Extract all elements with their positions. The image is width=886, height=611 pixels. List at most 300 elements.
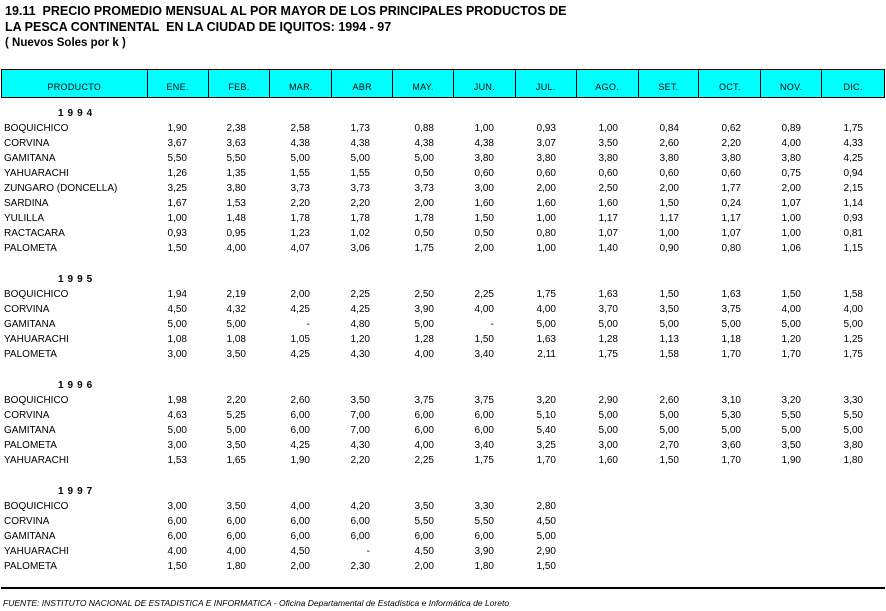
price-cell: 1,07 — [721, 228, 741, 239]
price-cell: 1,48 — [226, 213, 246, 224]
header-producto: PRODUCTO — [2, 70, 148, 97]
price-cell: 5,00 — [843, 425, 863, 436]
price-cell: - — [490, 319, 494, 330]
price-cell: 1,75 — [843, 349, 863, 360]
price-cell: 4,00 — [781, 304, 801, 315]
price-cell: 6,00 — [414, 410, 434, 421]
price-cell: 0,60 — [536, 168, 556, 179]
price-cell: 1,17 — [659, 213, 679, 224]
price-cell: 6,00 — [350, 516, 370, 527]
price-cell: 3,20 — [536, 395, 556, 406]
price-cell: 1,35 — [226, 168, 246, 179]
price-cell: 4,50 — [414, 546, 434, 557]
price-cell: 1,17 — [721, 213, 741, 224]
price-cell: 4,00 — [843, 304, 863, 315]
price-cell: 1,06 — [781, 243, 801, 254]
price-cell: 5,00 — [226, 425, 246, 436]
price-cell: 2,25 — [414, 455, 434, 466]
price-cell: 3,75 — [721, 304, 741, 315]
price-cell: 3,50 — [226, 349, 246, 360]
price-cell: 2,38 — [226, 123, 246, 134]
price-cell: 3,25 — [536, 440, 556, 451]
price-cell: 6,00 — [226, 516, 246, 527]
price-cell: 3,50 — [226, 440, 246, 451]
price-cell: 0,94 — [843, 168, 863, 179]
price-cell: 1,60 — [536, 198, 556, 209]
price-cell: 5,00 — [350, 153, 370, 164]
price-cell: 6,00 — [290, 410, 310, 421]
price-cell: 6,00 — [414, 531, 434, 542]
table-row — [0, 153, 886, 168]
price-cell: 1,75 — [843, 123, 863, 134]
table-row — [0, 440, 886, 455]
price-cell: 3,80 — [721, 153, 741, 164]
header-month: JUN. — [454, 70, 516, 97]
price-cell: 6,00 — [474, 425, 494, 436]
price-cell: 4,00 — [226, 243, 246, 254]
product-name: YAHUARACHI — [4, 455, 69, 466]
price-cell: 0,95 — [226, 228, 246, 239]
price-cell: 4,00 — [167, 546, 187, 557]
table-row — [0, 319, 886, 334]
price-cell: 0,60 — [659, 168, 679, 179]
table-row — [0, 561, 886, 576]
price-cell: 4,50 — [290, 546, 310, 557]
price-cell: 3,50 — [350, 395, 370, 406]
product-name: SARDINA — [4, 198, 49, 209]
price-cell: 1,15 — [843, 243, 863, 254]
price-cell: 2,50 — [598, 183, 618, 194]
price-cell: 0,50 — [414, 228, 434, 239]
price-cell: 2,00 — [414, 198, 434, 209]
price-cell: 1,00 — [659, 228, 679, 239]
price-cell: 1,07 — [781, 198, 801, 209]
price-cell: 1,80 — [474, 561, 494, 572]
price-cell: 1,00 — [536, 213, 556, 224]
price-cell: 5,50 — [474, 516, 494, 527]
price-cell: 4,38 — [414, 138, 434, 149]
price-cell: 3,00 — [598, 440, 618, 451]
price-cell: 5,00 — [659, 425, 679, 436]
price-cell: 2,00 — [414, 561, 434, 572]
price-cell: 3,75 — [414, 395, 434, 406]
price-cell: 1,14 — [843, 198, 863, 209]
price-cell: 4,20 — [350, 501, 370, 512]
price-cell: 1,55 — [350, 168, 370, 179]
price-cell: 0,90 — [659, 243, 679, 254]
price-cell: 3,00 — [167, 349, 187, 360]
price-cell: 3,80 — [659, 153, 679, 164]
price-cell: 3,07 — [536, 138, 556, 149]
price-cell: 2,00 — [290, 289, 310, 300]
price-cell: 1,80 — [226, 561, 246, 572]
price-cell: 5,10 — [536, 410, 556, 421]
price-cell: 5,00 — [414, 319, 434, 330]
price-cell: 2,60 — [659, 395, 679, 406]
price-cell: 2,25 — [350, 289, 370, 300]
price-cell: 0,93 — [167, 228, 187, 239]
table-row — [0, 425, 886, 440]
price-cell: 5,00 — [721, 425, 741, 436]
price-cell: 1,75 — [598, 349, 618, 360]
price-cell: - — [366, 546, 370, 557]
price-cell: 2,25 — [474, 289, 494, 300]
year-label: 1995 — [58, 274, 97, 285]
price-cell: 1,08 — [226, 334, 246, 345]
price-cell: 0,88 — [414, 123, 434, 134]
price-cell: 3,25 — [167, 183, 187, 194]
source-note: FUENTE: INSTITUTO NACIONAL DE ESTADISTICA E INFORMATICA - Oficina Departamental de Estadística e Informática de Loreto — [3, 598, 510, 608]
price-cell: 1,00 — [781, 213, 801, 224]
price-cell: 1,75 — [414, 243, 434, 254]
table-row — [0, 138, 886, 153]
price-cell: 5,00 — [598, 425, 618, 436]
product-name: PALOMETA — [4, 440, 57, 451]
product-name: YAHUARACHI — [4, 168, 69, 179]
price-cell: 1,25 — [843, 334, 863, 345]
price-cell: 1,00 — [781, 228, 801, 239]
price-cell: 5,00 — [659, 410, 679, 421]
price-cell: 2,50 — [414, 289, 434, 300]
price-cell: 3,70 — [598, 304, 618, 315]
price-cell: 2,90 — [536, 546, 556, 557]
product-name: BOQUICHICO — [4, 395, 69, 406]
price-cell: 0,80 — [721, 243, 741, 254]
price-cell: 1,00 — [167, 213, 187, 224]
product-name: RACTACARA — [4, 228, 65, 239]
price-cell: 1,07 — [598, 228, 618, 239]
price-cell: 2,20 — [721, 138, 741, 149]
price-cell: 3,20 — [781, 395, 801, 406]
price-cell: 3,60 — [721, 440, 741, 451]
price-cell: 2,70 — [659, 440, 679, 451]
product-name: GAMITANA — [4, 425, 56, 436]
price-cell: 1,28 — [598, 334, 618, 345]
price-cell: 5,00 — [659, 319, 679, 330]
price-cell: 4,25 — [843, 153, 863, 164]
price-cell: 1,50 — [474, 213, 494, 224]
price-cell: 3,73 — [414, 183, 434, 194]
price-cell: 0,60 — [598, 168, 618, 179]
header-month: MAR. — [270, 70, 332, 97]
price-cell: 0,93 — [843, 213, 863, 224]
price-cell: 2,20 — [226, 395, 246, 406]
price-cell: 1,50 — [167, 561, 187, 572]
price-cell: 5,00 — [843, 319, 863, 330]
price-cell: 5,50 — [414, 516, 434, 527]
year-label: 1997 — [58, 486, 97, 497]
price-cell: 2,00 — [536, 183, 556, 194]
price-cell: 1,20 — [781, 334, 801, 345]
product-name: YAHUARACHI — [4, 334, 69, 345]
price-cell: 0,93 — [536, 123, 556, 134]
product-name: GAMITANA — [4, 319, 56, 330]
price-cell: 1,98 — [167, 395, 187, 406]
price-cell: 2,90 — [598, 395, 618, 406]
header-month: AGO. — [577, 70, 639, 97]
price-cell: 2,20 — [350, 455, 370, 466]
price-cell: 1,50 — [659, 289, 679, 300]
price-cell: 1,94 — [167, 289, 187, 300]
price-cell: 4,80 — [350, 319, 370, 330]
price-cell: 1,73 — [350, 123, 370, 134]
price-cell: 3,30 — [843, 395, 863, 406]
price-cell: 3,40 — [474, 440, 494, 451]
price-cell: 5,00 — [721, 319, 741, 330]
product-name: GAMITANA — [4, 531, 56, 542]
price-cell: 2,30 — [350, 561, 370, 572]
price-cell: 0,50 — [414, 168, 434, 179]
bottom-rule — [1, 587, 885, 589]
table-row — [0, 213, 886, 228]
price-cell: 3,06 — [350, 243, 370, 254]
product-name: CORVINA — [4, 138, 50, 149]
price-cell: 6,00 — [290, 425, 310, 436]
price-cell: 4,25 — [290, 349, 310, 360]
table-row — [0, 531, 886, 546]
price-cell: 5,00 — [167, 319, 187, 330]
price-cell: 4,33 — [843, 138, 863, 149]
price-cell: 1,02 — [350, 228, 370, 239]
header-month: JUL. — [516, 70, 577, 97]
price-cell: 3,00 — [474, 183, 494, 194]
year-label: 1996 — [58, 380, 97, 391]
price-cell: 4,07 — [290, 243, 310, 254]
price-cell: 1,60 — [474, 198, 494, 209]
price-cell: 4,25 — [290, 440, 310, 451]
product-name: GAMITANA — [4, 153, 56, 164]
header-month: NOV. — [761, 70, 822, 97]
price-cell: 3,67 — [167, 138, 187, 149]
header-month: ENE. — [148, 70, 209, 97]
price-cell: 3,50 — [598, 138, 618, 149]
header-month: FEB. — [209, 70, 271, 97]
product-name: PALOMETA — [4, 561, 57, 572]
header-month: SET. — [639, 70, 700, 97]
price-cell: 6,00 — [414, 425, 434, 436]
price-cell: 5,40 — [536, 425, 556, 436]
price-cell: 1,50 — [781, 289, 801, 300]
price-cell: 5,30 — [721, 410, 741, 421]
price-cell: 2,60 — [290, 395, 310, 406]
table-row — [0, 334, 886, 349]
price-cell: 4,38 — [350, 138, 370, 149]
price-cell: 0,81 — [843, 228, 863, 239]
price-cell: 0,60 — [474, 168, 494, 179]
price-cell: 0,62 — [721, 123, 741, 134]
table-row — [0, 455, 886, 470]
price-cell: 4,30 — [350, 349, 370, 360]
price-cell: 1,00 — [536, 243, 556, 254]
product-name: PALOMETA — [4, 243, 57, 254]
price-cell: 3,50 — [659, 304, 679, 315]
price-cell: 4,00 — [414, 349, 434, 360]
price-cell: 1,70 — [781, 349, 801, 360]
price-cell: 5,50 — [167, 153, 187, 164]
price-cell: 1,90 — [167, 123, 187, 134]
price-cell: 3,80 — [598, 153, 618, 164]
price-cell: 2,20 — [290, 198, 310, 209]
table-row — [0, 168, 886, 183]
table-row — [0, 410, 886, 425]
header-month: OCT. — [699, 70, 761, 97]
price-cell: 2,00 — [659, 183, 679, 194]
price-cell: 1,17 — [598, 213, 618, 224]
price-cell: 4,50 — [536, 516, 556, 527]
price-cell: 1,67 — [167, 198, 187, 209]
price-cell: 4,38 — [474, 138, 494, 149]
price-cell: 1,60 — [598, 198, 618, 209]
price-cell: 4,32 — [226, 304, 246, 315]
price-cell: 1,70 — [721, 455, 741, 466]
table-row — [0, 395, 886, 410]
price-cell: 5,00 — [598, 410, 618, 421]
price-cell: 5,00 — [226, 319, 246, 330]
price-cell: 6,00 — [350, 531, 370, 542]
price-cell: 1,08 — [167, 334, 187, 345]
price-cell: 3,80 — [843, 440, 863, 451]
price-cell: 0,60 — [721, 168, 741, 179]
product-name: CORVINA — [4, 304, 50, 315]
price-cell: 1,18 — [721, 334, 741, 345]
price-cell: 4,25 — [290, 304, 310, 315]
table-row — [0, 198, 886, 213]
price-cell: 1,60 — [598, 455, 618, 466]
price-cell: 3,10 — [721, 395, 741, 406]
product-name: CORVINA — [4, 410, 50, 421]
price-cell: 1,78 — [290, 213, 310, 224]
price-cell: 1,05 — [290, 334, 310, 345]
price-cell: 3,80 — [474, 153, 494, 164]
price-cell: 1,70 — [721, 349, 741, 360]
price-cell: 4,00 — [290, 501, 310, 512]
price-cell: 3,00 — [167, 501, 187, 512]
header-month: MAY. — [393, 70, 454, 97]
price-cell: 3,63 — [226, 138, 246, 149]
price-cell: 1,80 — [843, 455, 863, 466]
price-cell: 5,25 — [226, 410, 246, 421]
price-cell: 1,58 — [843, 289, 863, 300]
price-cell: 1,75 — [536, 289, 556, 300]
year-label: 1994 — [58, 108, 97, 119]
price-cell: 2,60 — [659, 138, 679, 149]
price-cell: 2,20 — [350, 198, 370, 209]
price-cell: 1,90 — [290, 455, 310, 466]
price-cell: 1,13 — [659, 334, 679, 345]
price-cell: 3,73 — [290, 183, 310, 194]
price-cell: 2,19 — [226, 289, 246, 300]
table-row — [0, 228, 886, 243]
price-cell: 0,50 — [474, 228, 494, 239]
price-cell: 6,00 — [167, 516, 187, 527]
price-cell: 2,00 — [781, 183, 801, 194]
price-cell: 7,00 — [350, 425, 370, 436]
price-cell: 1,63 — [598, 289, 618, 300]
price-cell: 3,90 — [414, 304, 434, 315]
price-cell: 1,65 — [226, 455, 246, 466]
price-cell: 3,90 — [474, 546, 494, 557]
table-row — [0, 546, 886, 561]
price-cell: 5,00 — [290, 153, 310, 164]
product-name: YULILLA — [4, 213, 45, 224]
price-cell: 2,00 — [474, 243, 494, 254]
price-cell: 3,73 — [350, 183, 370, 194]
price-cell: 6,00 — [474, 531, 494, 542]
price-cell: 5,00 — [167, 425, 187, 436]
price-cell: 4,30 — [350, 440, 370, 451]
price-cell: 5,00 — [781, 319, 801, 330]
price-cell: 5,50 — [843, 410, 863, 421]
price-cell: 1,50 — [167, 243, 187, 254]
price-cell: 1,28 — [414, 334, 434, 345]
table-row — [0, 516, 886, 531]
price-cell: 3,80 — [781, 153, 801, 164]
price-cell: 6,00 — [474, 410, 494, 421]
product-name: BOQUICHICO — [4, 123, 69, 134]
price-cell: 1,00 — [598, 123, 618, 134]
product-name: BOQUICHICO — [4, 501, 69, 512]
price-cell: 3,30 — [474, 501, 494, 512]
price-cell: 1,63 — [536, 334, 556, 345]
price-cell: 6,00 — [290, 516, 310, 527]
header-month: DIC. — [843, 82, 863, 92]
price-cell: 4,00 — [536, 304, 556, 315]
price-cell: 1,75 — [474, 455, 494, 466]
price-cell: 5,00 — [598, 319, 618, 330]
price-cell: 3,50 — [781, 440, 801, 451]
price-cell: 3,40 — [474, 349, 494, 360]
table-row — [0, 123, 886, 138]
price-cell: 4,50 — [167, 304, 187, 315]
table-row — [0, 349, 886, 364]
price-cell: 1,26 — [167, 168, 187, 179]
price-cell: - — [306, 319, 310, 330]
page-title: 19.11 PRECIO PROMEDIO MENSUAL AL POR MAYOR DE LOS PRINCIPALES PRODUCTOS DE LA PESCA CONTINENTAL EN LA CIUDAD DE IQUITOS: 1994 - 97 — [5, 4, 567, 34]
price-cell: 3,50 — [226, 501, 246, 512]
price-cell: 4,00 — [781, 138, 801, 149]
price-cell: 2,80 — [536, 501, 556, 512]
table-row — [0, 501, 886, 516]
price-cell: 0,75 — [781, 168, 801, 179]
price-cell: 5,50 — [781, 410, 801, 421]
price-cell: 0,80 — [536, 228, 556, 239]
price-cell: 4,63 — [167, 410, 187, 421]
product-name: CORVINA — [4, 516, 50, 527]
price-cell: 6,00 — [167, 531, 187, 542]
price-cell: 1,90 — [781, 455, 801, 466]
price-cell: 3,80 — [226, 183, 246, 194]
units-subtitle: ( Nuevos Soles por k ) — [5, 37, 126, 49]
product-name: YAHUARACHI — [4, 546, 69, 557]
price-cell: 4,25 — [350, 304, 370, 315]
price-cell: 1,53 — [167, 455, 187, 466]
price-cell: 1,78 — [414, 213, 434, 224]
price-cell: 5,00 — [781, 425, 801, 436]
price-cell: 2,15 — [843, 183, 863, 194]
price-cell: 4,00 — [414, 440, 434, 451]
price-cell: 3,00 — [167, 440, 187, 451]
price-cell: 1,53 — [226, 198, 246, 209]
price-cell: 1,55 — [290, 168, 310, 179]
price-cell: 4,00 — [474, 304, 494, 315]
price-cell: 0,24 — [721, 198, 741, 209]
price-cell: 2,11 — [537, 349, 556, 360]
price-cell: 5,00 — [536, 319, 556, 330]
price-cell: 1,78 — [350, 213, 370, 224]
price-cell: 1,63 — [721, 289, 741, 300]
price-cell: 1,58 — [659, 349, 679, 360]
price-cell: 1,70 — [536, 455, 556, 466]
